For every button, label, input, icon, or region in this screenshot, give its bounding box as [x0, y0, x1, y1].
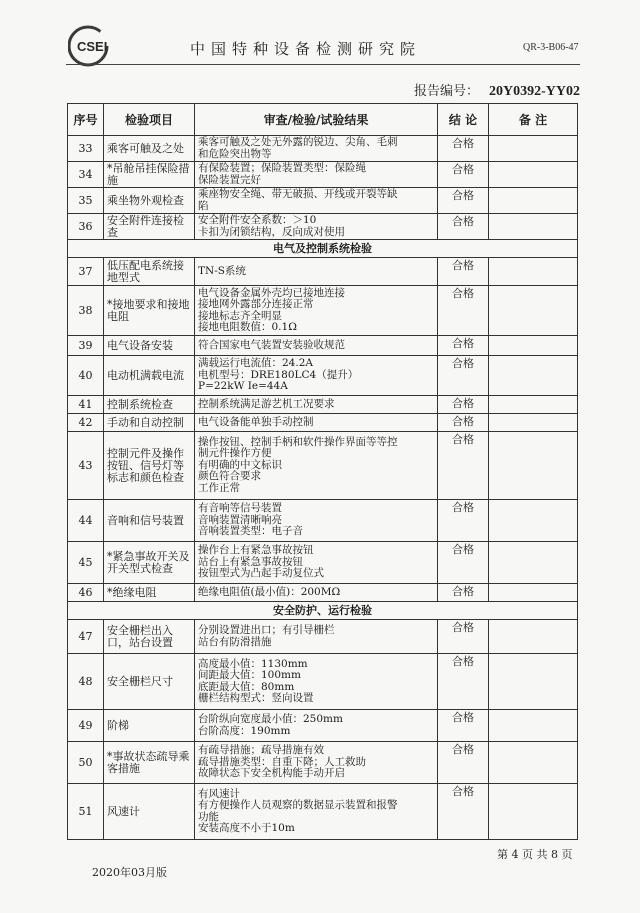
result-line: 满载运行电流值：24.2A — [198, 357, 313, 370]
conclusion: 合格 — [438, 214, 489, 240]
result-line: 接地网外露部分连接正常 — [198, 298, 314, 310]
inspection-result — [195, 710, 438, 742]
row-number: 47 — [68, 620, 104, 654]
header-result: 审查/检验/试验结果 — [195, 104, 438, 136]
row-number: 42 — [68, 414, 104, 432]
result-line: 颜色符合要求 — [198, 470, 261, 483]
row-number: 49 — [68, 710, 104, 742]
row-number: 37 — [68, 258, 104, 286]
organization-name: 中国特种设备检测研究院 — [190, 40, 422, 58]
table-row — [68, 188, 578, 214]
table-row — [68, 414, 578, 432]
result-line: 有保险装置；保险装置类型：保险绳 — [198, 162, 366, 174]
table-header-row — [68, 104, 578, 136]
inspection-result — [195, 136, 438, 162]
remark — [489, 356, 578, 396]
result-line: 电气设备金属外壳均已接地连接 — [198, 286, 345, 299]
table-row — [68, 542, 578, 584]
table-row — [68, 742, 578, 784]
result-line: 电机型号：DRE180LC4（提升） — [198, 368, 359, 381]
svg-text:CSEI: CSEI — [77, 39, 108, 54]
table-row — [68, 500, 578, 542]
inspection-item: 音响和信号装置 — [104, 500, 195, 542]
result-line: 操作按钮、控制手柄和软件操作界面等等控 — [198, 435, 398, 448]
result-line: 有风速计 — [198, 787, 240, 800]
remark — [489, 162, 578, 188]
section-header-row — [68, 602, 578, 620]
result-line: 工作正常 — [198, 481, 240, 494]
conclusion: 合格 — [438, 356, 489, 396]
conclusion: 合格 — [438, 620, 489, 654]
result-line: 有明确的中文标识 — [198, 458, 282, 471]
inspection-item: 控制元件及操作按钮、信号灯等标志和颜色检查 — [104, 432, 195, 500]
csei-logo-icon — [68, 24, 116, 68]
row-number: 44 — [68, 500, 104, 542]
inspection-item: *接地要求和接地电阻 — [104, 286, 195, 336]
conclusion: 合格 — [438, 188, 489, 214]
remark — [489, 742, 578, 784]
result-line: 符合国家电气装置安装验收规范 — [198, 338, 345, 351]
conclusion: 合格 — [438, 286, 489, 336]
row-number: 35 — [68, 188, 104, 214]
remark — [489, 396, 578, 414]
conclusion: 合格 — [438, 136, 489, 162]
inspection-result — [195, 654, 438, 710]
inspection-result — [195, 432, 438, 500]
result-line: 安全附件安全系数：＞10 — [198, 214, 317, 226]
inspection-item: *绝缘电阻 — [104, 584, 195, 602]
inspection-item: 低压配电系统接地型式 — [104, 258, 195, 286]
row-number: 46 — [68, 584, 104, 602]
row-number: 38 — [68, 286, 104, 336]
result-line: 底距最大值：80mm — [198, 680, 295, 693]
result-line: 音响装置类型：电子音 — [198, 525, 303, 538]
remark — [489, 500, 578, 542]
table-row — [68, 654, 578, 710]
result-line: 安装高度不小于10m — [198, 822, 295, 834]
inspection-result — [195, 356, 438, 396]
report-number-value: 20Y0392-YY02 — [489, 84, 581, 99]
conclusion: 合格 — [438, 414, 489, 432]
row-number: 50 — [68, 742, 104, 784]
row-number: 48 — [68, 654, 104, 710]
remark — [489, 710, 578, 742]
inspection-result — [195, 188, 438, 214]
conclusion: 合格 — [438, 162, 489, 188]
inspection-item: 风速计 — [104, 784, 195, 840]
table-row — [68, 214, 578, 240]
inspection-item: *吊舱吊挂保险措施 — [104, 162, 195, 188]
table-row — [68, 258, 578, 286]
result-line: 栅栏结构型式：竖向设置 — [198, 692, 314, 704]
result-line: 操作台上有紧急事故按钮 — [198, 544, 314, 557]
result-line: P=22kW Ie=44A — [198, 380, 288, 393]
result-line: 站台上有紧急事故按钮 — [198, 555, 303, 568]
result-line: 疏导措施类型：自重下降；人工救助 — [198, 755, 366, 768]
conclusion: 合格 — [438, 432, 489, 500]
remark — [489, 620, 578, 654]
page-indicator: 第 4 页 共 8 页 — [497, 848, 573, 861]
table-row — [68, 710, 578, 742]
report-number — [414, 80, 580, 100]
result-line: 站台有防滑措施 — [198, 635, 272, 648]
conclusion: 合格 — [438, 396, 489, 414]
row-number: 33 — [68, 136, 104, 162]
row-number: 41 — [68, 396, 104, 414]
remark — [489, 336, 578, 356]
result-line: 间距最大值：100mm — [198, 669, 301, 681]
remark — [489, 414, 578, 432]
conclusion: 合格 — [438, 258, 489, 286]
conclusion: 合格 — [438, 654, 489, 710]
remark — [489, 286, 578, 336]
result-line: 有音响等信号装置 — [198, 502, 282, 515]
result-line: 有方便操作人员观察的数据显示装置和报警 — [198, 799, 398, 811]
result-line: 乘客可触及之处无外露的锐边、尖角、毛刺 — [198, 136, 398, 148]
header-conclusion: 结 论 — [438, 104, 489, 136]
result-line: 陷 — [198, 199, 209, 212]
inspection-item: 电气设备安装 — [104, 336, 195, 356]
header-seq: 序号 — [68, 104, 104, 136]
result-line: 高度最小值：1130mm — [198, 657, 308, 670]
remark — [489, 784, 578, 840]
result-line: 绝缘电阻值(最小值)：200MΩ — [198, 585, 341, 598]
inspection-item: 控制系统检查 — [104, 396, 195, 414]
conclusion: 合格 — [438, 584, 489, 602]
inspection-item: *紧急事故开关及开关型式检查 — [104, 542, 195, 584]
remark — [489, 654, 578, 710]
header-item: 检验项目 — [104, 104, 195, 136]
result-line: 台阶纵向宽度最小值：250mm — [198, 713, 343, 725]
row-number: 43 — [68, 432, 104, 500]
inspection-result — [195, 396, 438, 414]
inspection-item: 电动机满载电流 — [104, 356, 195, 396]
row-number: 39 — [68, 336, 104, 356]
table-row — [68, 162, 578, 188]
inspection-result — [195, 414, 438, 432]
inspection-result — [195, 214, 438, 240]
inspection-result — [195, 784, 438, 840]
result-line: 制元件操作方便 — [198, 447, 272, 460]
inspection-result — [195, 542, 438, 584]
result-line: TN-S系统 — [198, 264, 246, 277]
header-divider — [66, 64, 580, 65]
inspection-result — [195, 620, 438, 654]
result-line: 控制系统满足游艺机工况要求 — [198, 397, 335, 410]
conclusion: 合格 — [438, 742, 489, 784]
row-number: 45 — [68, 542, 104, 584]
table-row — [68, 136, 578, 162]
result-line: 保险装置完好 — [198, 173, 261, 186]
section-title: 安全防护、运行检验 — [68, 602, 578, 620]
section-header-row — [68, 240, 578, 258]
inspection-result — [195, 258, 438, 286]
result-line: 台阶高度：190mm — [198, 724, 291, 737]
remark — [489, 188, 578, 214]
report-number-label: 报告编号： — [414, 84, 480, 99]
result-line: 接地电阻数值：0.1Ω — [198, 321, 297, 333]
conclusion: 合格 — [438, 336, 489, 356]
form-code: QR-3-B06-47 — [523, 42, 579, 53]
remark — [489, 214, 578, 240]
row-number: 36 — [68, 214, 104, 240]
inspection-result — [195, 742, 438, 784]
result-line: 有疏导措施；疏导措施有效 — [198, 744, 324, 757]
result-line: 故障状态下安全机构能手动开启 — [198, 767, 345, 780]
result-line: 音响装置清晰响亮 — [198, 513, 282, 526]
inspection-item: 阶梯 — [104, 710, 195, 742]
inspection-item: 手动和自动控制 — [104, 414, 195, 432]
row-number: 51 — [68, 784, 104, 840]
table-row — [68, 584, 578, 602]
table-row — [68, 396, 578, 414]
inspection-result — [195, 162, 438, 188]
table-row — [68, 336, 578, 356]
conclusion: 合格 — [438, 500, 489, 542]
inspection-result — [195, 584, 438, 602]
row-number: 40 — [68, 356, 104, 396]
result-line: 卡扣为闭锁结构，反向成对使用 — [198, 225, 345, 238]
result-line: 分别设置进出口；有引导栅栏 — [198, 624, 335, 636]
remark — [489, 584, 578, 602]
result-line: 接地标志齐全明显 — [198, 309, 282, 322]
remark — [489, 136, 578, 162]
result-line: 电气设备能单独手动控制 — [198, 415, 314, 428]
inspection-item: 安全栅栏尺寸 — [104, 654, 195, 710]
row-number: 34 — [68, 162, 104, 188]
result-line: 功能 — [198, 810, 219, 823]
remark — [489, 258, 578, 286]
table-row — [68, 432, 578, 500]
table-row — [68, 286, 578, 336]
header-remark: 备 注 — [489, 104, 578, 136]
conclusion: 合格 — [438, 542, 489, 584]
inspection-item: 安全附件连接检查 — [104, 214, 195, 240]
inspection-item: 乘客可触及之处 — [104, 136, 195, 162]
result-line: 乘座物安全绳、带无破损、开线或开裂等缺 — [198, 188, 398, 200]
table-row — [68, 356, 578, 396]
conclusion: 合格 — [438, 710, 489, 742]
table-row — [68, 784, 578, 840]
inspection-item: *事故状态疏导乘客措施 — [104, 742, 195, 784]
inspection-item: 乘坐物外观检查 — [104, 188, 195, 214]
inspection-item: 安全栅栏出入口，站台设置 — [104, 620, 195, 654]
remark — [489, 542, 578, 584]
inspection-result — [195, 336, 438, 356]
inspection-result — [195, 286, 438, 336]
result-line: 按钮型式为凸起手动复位式 — [198, 567, 324, 580]
section-title: 电气及控制系统检验 — [68, 240, 578, 258]
inspection-result — [195, 500, 438, 542]
conclusion: 合格 — [438, 784, 489, 840]
inspection-table — [67, 103, 578, 840]
remark — [489, 432, 578, 500]
table-row — [68, 620, 578, 654]
result-line: 和危险突出物等 — [198, 147, 272, 160]
edition-date: 2020年03月版 — [92, 866, 167, 879]
